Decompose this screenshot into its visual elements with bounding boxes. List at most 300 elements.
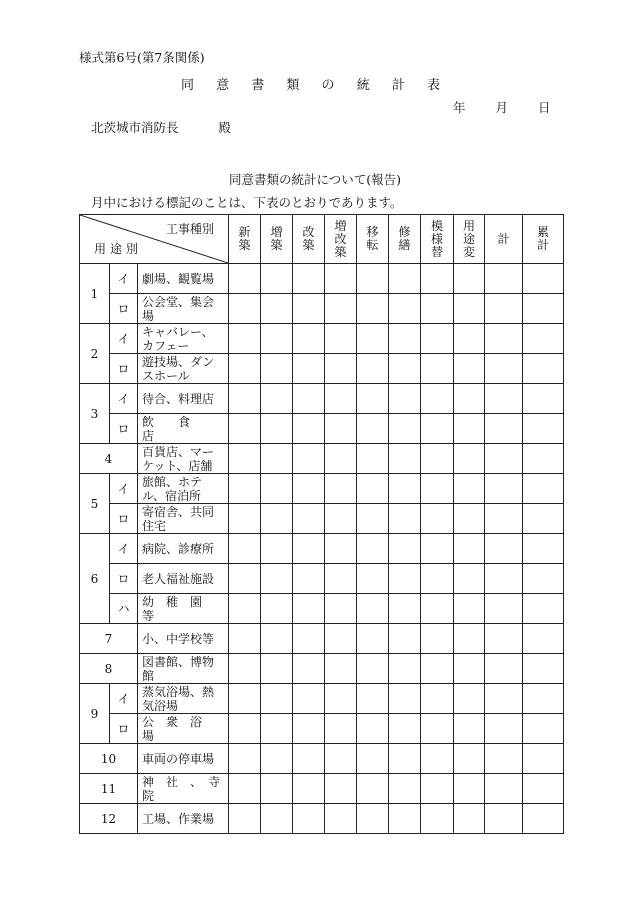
- data-cell[interactable]: [421, 324, 454, 354]
- data-cell[interactable]: [454, 804, 485, 834]
- data-cell[interactable]: [523, 384, 564, 414]
- data-cell[interactable]: [421, 534, 454, 564]
- data-cell[interactable]: [421, 714, 454, 744]
- data-cell[interactable]: [229, 624, 261, 654]
- data-cell[interactable]: [389, 684, 421, 714]
- usage-text: 寄宿舎、共同住宅: [142, 504, 215, 533]
- data-cell[interactable]: [261, 774, 293, 804]
- column-header-label: 増改築: [334, 218, 347, 259]
- data-cell[interactable]: [523, 264, 564, 294]
- data-cell[interactable]: [454, 714, 485, 744]
- table-row: [80, 264, 564, 294]
- data-cell[interactable]: [293, 714, 325, 744]
- data-cell[interactable]: [454, 744, 485, 774]
- usage-label: [138, 774, 233, 804]
- group-number: 4: [80, 444, 138, 474]
- data-cell[interactable]: [325, 594, 357, 624]
- data-cell[interactable]: [293, 264, 325, 294]
- data-cell[interactable]: [523, 624, 564, 654]
- data-cell[interactable]: [357, 324, 389, 354]
- group-number: 1: [80, 264, 110, 324]
- data-cell[interactable]: [454, 654, 485, 684]
- data-cell[interactable]: [325, 414, 357, 444]
- data-cell[interactable]: [523, 654, 564, 684]
- usage-text: 劇場、観覧場: [142, 271, 215, 286]
- data-cell[interactable]: [454, 474, 485, 504]
- usage-label: [138, 264, 229, 294]
- usage-label: [138, 714, 229, 744]
- group-number: 8: [80, 654, 138, 684]
- data-cell[interactable]: [421, 624, 454, 654]
- data-cell[interactable]: [357, 714, 389, 744]
- group-number: 6: [80, 534, 110, 624]
- sub-category: イ: [110, 384, 138, 414]
- group-number: 3: [80, 384, 110, 444]
- form-number: 様式第6号(第7条関係): [79, 50, 205, 65]
- data-cell[interactable]: [357, 354, 389, 384]
- data-cell[interactable]: [261, 594, 293, 624]
- data-cell[interactable]: [485, 594, 523, 624]
- data-cell[interactable]: [485, 624, 523, 654]
- data-cell[interactable]: [293, 774, 325, 804]
- usage-label: [138, 744, 229, 774]
- data-cell[interactable]: [523, 714, 564, 744]
- data-cell[interactable]: [523, 354, 564, 384]
- data-cell[interactable]: [421, 774, 454, 804]
- data-cell[interactable]: [357, 414, 389, 444]
- usage-label: [138, 564, 229, 594]
- document-title: 同 意 書 類 の 統 計 表: [181, 78, 449, 93]
- data-cell[interactable]: [523, 504, 564, 534]
- usage-text: 百貨店、マーケット、店舗: [142, 444, 215, 473]
- data-cell[interactable]: [357, 384, 389, 414]
- corner-header: [80, 215, 229, 264]
- table-row: [80, 594, 564, 624]
- data-cell[interactable]: [357, 534, 389, 564]
- table-row: [80, 654, 564, 684]
- data-cell[interactable]: [454, 774, 485, 804]
- statistics-table: [79, 214, 564, 834]
- data-cell[interactable]: [421, 504, 454, 534]
- sub-category: ロ: [110, 504, 138, 534]
- data-cell[interactable]: [261, 654, 293, 684]
- usage-text: 遊技場、ダンスホール: [142, 354, 215, 383]
- data-cell[interactable]: [389, 324, 421, 354]
- column-header-5: [389, 215, 421, 264]
- usage-text: 病院、診療所: [142, 541, 215, 556]
- table-row: [80, 444, 564, 474]
- data-cell[interactable]: [485, 264, 523, 294]
- data-cell[interactable]: [261, 354, 293, 384]
- sub-category: ロ: [110, 564, 138, 594]
- data-cell[interactable]: [261, 444, 293, 474]
- data-cell[interactable]: [325, 684, 357, 714]
- data-cell[interactable]: [454, 534, 485, 564]
- column-header-label: 模様替: [431, 218, 444, 259]
- data-cell[interactable]: [325, 504, 357, 534]
- data-cell[interactable]: [229, 654, 261, 684]
- usage-label: [138, 354, 229, 384]
- data-cell[interactable]: [357, 744, 389, 774]
- data-cell[interactable]: [261, 744, 293, 774]
- usage-text: 公会堂、集会場: [142, 294, 215, 323]
- data-cell[interactable]: [325, 384, 357, 414]
- data-cell[interactable]: [485, 504, 523, 534]
- data-cell[interactable]: [523, 474, 564, 504]
- table-row: [80, 384, 564, 414]
- data-cell[interactable]: [357, 654, 389, 684]
- column-header-label: 改築: [302, 225, 315, 252]
- table-row: [80, 774, 564, 804]
- data-cell[interactable]: [389, 714, 421, 744]
- data-cell[interactable]: [357, 474, 389, 504]
- table-row: [80, 294, 564, 324]
- data-cell[interactable]: [261, 324, 293, 354]
- data-cell[interactable]: [261, 264, 293, 294]
- column-header-9: [523, 215, 564, 264]
- data-cell[interactable]: [389, 294, 421, 324]
- column-header-8: [485, 215, 523, 264]
- data-cell[interactable]: [293, 624, 325, 654]
- group-number: 11: [80, 774, 138, 804]
- usage-label: [138, 474, 229, 504]
- data-cell[interactable]: [421, 294, 454, 324]
- data-cell[interactable]: [421, 804, 454, 834]
- data-cell[interactable]: [454, 294, 485, 324]
- column-header-1: [261, 215, 293, 264]
- data-cell[interactable]: [485, 444, 523, 474]
- recipient-line: [91, 118, 231, 136]
- table-row: [80, 684, 564, 714]
- data-cell[interactable]: [421, 564, 454, 594]
- data-cell[interactable]: [454, 384, 485, 414]
- data-cell[interactable]: [485, 324, 523, 354]
- data-cell[interactable]: [229, 294, 261, 324]
- data-cell[interactable]: [454, 414, 485, 444]
- data-cell[interactable]: [325, 564, 357, 594]
- table-row: [80, 744, 564, 774]
- data-cell[interactable]: [293, 294, 325, 324]
- data-cell[interactable]: [293, 684, 325, 714]
- data-cell[interactable]: [229, 414, 261, 444]
- table-row: [80, 534, 564, 564]
- data-cell[interactable]: [357, 624, 389, 654]
- data-cell[interactable]: [261, 384, 293, 414]
- usage-label: [138, 804, 229, 834]
- sub-category: ロ: [110, 714, 138, 744]
- data-cell[interactable]: [454, 684, 485, 714]
- usage-text: 工場、作業場: [142, 811, 215, 826]
- usage-text: 神 社 、 寺 院: [142, 774, 233, 803]
- usage-text: 車両の停車場: [142, 751, 215, 766]
- report-title: 同意書類の統計について(報告): [228, 172, 401, 187]
- data-cell[interactable]: [293, 504, 325, 534]
- data-cell[interactable]: [389, 804, 421, 834]
- data-cell[interactable]: [261, 534, 293, 564]
- column-header-2: [293, 215, 325, 264]
- data-cell[interactable]: [229, 354, 261, 384]
- data-cell[interactable]: [229, 504, 261, 534]
- data-cell[interactable]: [357, 444, 389, 474]
- data-cell[interactable]: [293, 654, 325, 684]
- data-cell[interactable]: [325, 804, 357, 834]
- data-cell[interactable]: [485, 384, 523, 414]
- honorific: 殿: [218, 120, 232, 135]
- data-cell[interactable]: [523, 774, 564, 804]
- column-header-label: 累計: [537, 225, 550, 252]
- usage-text: 小、中学校等: [142, 631, 215, 646]
- usage-text: 公 衆 浴 場: [142, 714, 215, 743]
- data-cell[interactable]: [421, 264, 454, 294]
- data-cell[interactable]: [523, 564, 564, 594]
- table-row: [80, 354, 564, 384]
- usage-text: 幼 稚 園 等: [142, 594, 215, 623]
- sub-category: イ: [110, 264, 138, 294]
- data-cell[interactable]: [229, 684, 261, 714]
- data-cell[interactable]: [454, 504, 485, 534]
- data-cell[interactable]: [261, 564, 293, 594]
- data-cell[interactable]: [523, 804, 564, 834]
- usage-label: [138, 324, 229, 354]
- data-cell[interactable]: [389, 654, 421, 684]
- sub-category: ハ: [110, 594, 138, 624]
- data-cell[interactable]: [325, 444, 357, 474]
- data-cell[interactable]: [523, 594, 564, 624]
- data-cell[interactable]: [389, 504, 421, 534]
- data-cell[interactable]: [229, 474, 261, 504]
- data-cell[interactable]: [454, 594, 485, 624]
- data-cell[interactable]: [261, 414, 293, 444]
- data-cell[interactable]: [421, 594, 454, 624]
- sub-category: イ: [110, 474, 138, 504]
- sub-category: ロ: [110, 354, 138, 384]
- data-cell[interactable]: [357, 774, 389, 804]
- table-row: [80, 474, 564, 504]
- data-cell[interactable]: [421, 354, 454, 384]
- work-type-label: 工事種別: [165, 222, 214, 236]
- data-cell[interactable]: [454, 444, 485, 474]
- data-cell[interactable]: [454, 354, 485, 384]
- data-cell[interactable]: [325, 354, 357, 384]
- data-cell[interactable]: [325, 324, 357, 354]
- data-cell[interactable]: [325, 654, 357, 684]
- data-cell[interactable]: [523, 744, 564, 774]
- data-cell[interactable]: [229, 264, 261, 294]
- usage-text: 待合、料理店: [142, 391, 215, 406]
- usage-label: [138, 594, 229, 624]
- date-day: 日: [538, 100, 551, 115]
- data-cell[interactable]: [325, 534, 357, 564]
- data-cell[interactable]: [293, 324, 325, 354]
- data-cell[interactable]: [261, 504, 293, 534]
- group-number: 7: [80, 624, 138, 654]
- sub-category: ロ: [110, 414, 138, 444]
- data-cell[interactable]: [523, 684, 564, 714]
- data-cell[interactable]: [229, 774, 261, 804]
- table-row: [80, 414, 564, 444]
- group-number: 10: [80, 744, 138, 774]
- sub-category: イ: [110, 534, 138, 564]
- data-cell[interactable]: [485, 654, 523, 684]
- data-cell[interactable]: [485, 774, 523, 804]
- data-cell[interactable]: [389, 564, 421, 594]
- data-cell[interactable]: [389, 264, 421, 294]
- usage-label: [138, 384, 229, 414]
- usage-label: [138, 684, 229, 714]
- data-cell[interactable]: [389, 444, 421, 474]
- column-header-label: 増築: [270, 225, 283, 252]
- data-cell[interactable]: [261, 714, 293, 744]
- data-cell[interactable]: [389, 744, 421, 774]
- data-cell[interactable]: [293, 354, 325, 384]
- data-cell[interactable]: [229, 564, 261, 594]
- data-cell[interactable]: [293, 444, 325, 474]
- data-cell[interactable]: [293, 594, 325, 624]
- data-cell[interactable]: [485, 534, 523, 564]
- data-cell[interactable]: [325, 474, 357, 504]
- data-cell[interactable]: [325, 744, 357, 774]
- usage-label: [138, 414, 229, 444]
- data-cell[interactable]: [389, 624, 421, 654]
- usage-label: [138, 654, 229, 684]
- data-cell[interactable]: [389, 474, 421, 504]
- data-cell[interactable]: [229, 804, 261, 834]
- data-cell[interactable]: [454, 324, 485, 354]
- data-cell[interactable]: [454, 564, 485, 594]
- data-cell[interactable]: [421, 384, 454, 414]
- data-cell[interactable]: [485, 564, 523, 594]
- data-cell[interactable]: [485, 474, 523, 504]
- data-cell[interactable]: [421, 744, 454, 774]
- data-cell[interactable]: [523, 444, 564, 474]
- data-cell[interactable]: [389, 354, 421, 384]
- data-cell[interactable]: [293, 414, 325, 444]
- data-cell[interactable]: [485, 714, 523, 744]
- data-cell[interactable]: [229, 744, 261, 774]
- usage-text: 蒸気浴場、熱気浴場: [142, 684, 215, 713]
- date-line: [453, 98, 551, 116]
- data-cell[interactable]: [261, 474, 293, 504]
- data-cell[interactable]: [357, 504, 389, 534]
- data-cell[interactable]: [357, 294, 389, 324]
- usage-label: [138, 624, 229, 654]
- data-cell[interactable]: [357, 804, 389, 834]
- usage-label: [138, 534, 229, 564]
- group-number: 5: [80, 474, 110, 534]
- data-cell[interactable]: [485, 354, 523, 384]
- data-cell[interactable]: [325, 714, 357, 744]
- data-cell[interactable]: [485, 414, 523, 444]
- data-cell[interactable]: [454, 624, 485, 654]
- data-cell[interactable]: [523, 294, 564, 324]
- data-cell[interactable]: [389, 534, 421, 564]
- data-cell[interactable]: [293, 384, 325, 414]
- data-cell[interactable]: [261, 684, 293, 714]
- data-cell[interactable]: [261, 804, 293, 834]
- data-cell[interactable]: [523, 414, 564, 444]
- data-cell[interactable]: [523, 534, 564, 564]
- intro-text: 月中における標記のことは、下表のとおりであります。: [91, 195, 403, 210]
- data-cell[interactable]: [357, 684, 389, 714]
- column-header-label: 修繕: [398, 225, 411, 252]
- data-cell[interactable]: [523, 324, 564, 354]
- data-cell[interactable]: [229, 324, 261, 354]
- data-cell[interactable]: [293, 744, 325, 774]
- sub-category: ロ: [110, 294, 138, 324]
- column-header-label: 計: [497, 232, 510, 246]
- data-cell[interactable]: [261, 294, 293, 324]
- usage-text: キャバレー、カフェー: [142, 324, 214, 353]
- data-cell[interactable]: [421, 414, 454, 444]
- data-cell[interactable]: [325, 294, 357, 324]
- group-number: 2: [80, 324, 110, 384]
- column-header-0: [229, 215, 261, 264]
- data-cell[interactable]: [485, 294, 523, 324]
- data-cell[interactable]: [421, 654, 454, 684]
- table-row: [80, 714, 564, 744]
- data-cell[interactable]: [389, 384, 421, 414]
- data-cell[interactable]: [229, 444, 261, 474]
- data-cell[interactable]: [325, 264, 357, 294]
- usage-label: [138, 444, 229, 474]
- data-cell[interactable]: [389, 414, 421, 444]
- date-year: 年: [453, 100, 466, 115]
- data-cell[interactable]: [485, 804, 523, 834]
- header-row: [80, 215, 564, 264]
- data-cell[interactable]: [357, 564, 389, 594]
- data-cell[interactable]: [454, 264, 485, 294]
- sub-category: イ: [110, 684, 138, 714]
- data-cell[interactable]: [325, 624, 357, 654]
- data-cell[interactable]: [261, 624, 293, 654]
- data-cell[interactable]: [325, 774, 357, 804]
- data-cell[interactable]: [421, 474, 454, 504]
- sub-category: イ: [110, 324, 138, 354]
- column-header-label: 移転: [366, 225, 379, 252]
- usage-label: 用途別: [94, 242, 143, 256]
- recipient-name: 北茨城市消防長: [91, 120, 179, 135]
- data-cell[interactable]: [293, 564, 325, 594]
- data-cell[interactable]: [485, 744, 523, 774]
- column-header-label: 新築: [238, 225, 251, 252]
- column-header-3: [325, 215, 357, 264]
- data-cell[interactable]: [421, 444, 454, 474]
- table-row: [80, 504, 564, 534]
- data-cell[interactable]: [357, 594, 389, 624]
- data-cell[interactable]: [357, 264, 389, 294]
- usage-label: [138, 294, 229, 324]
- table-row: [80, 564, 564, 594]
- data-cell[interactable]: [293, 534, 325, 564]
- data-cell[interactable]: [229, 384, 261, 414]
- data-cell[interactable]: [293, 804, 325, 834]
- data-cell[interactable]: [229, 594, 261, 624]
- usage-text: 図書館、博物館: [142, 654, 215, 683]
- data-cell[interactable]: [229, 714, 261, 744]
- column-header-7: [454, 215, 485, 264]
- column-header-label: 用途変: [463, 218, 476, 259]
- usage-text: 老人福祉施設: [142, 571, 215, 586]
- data-cell[interactable]: [421, 684, 454, 714]
- table-row: [80, 804, 564, 834]
- data-cell[interactable]: [389, 594, 421, 624]
- data-cell[interactable]: [229, 534, 261, 564]
- table-row: [80, 324, 564, 354]
- data-cell[interactable]: [293, 474, 325, 504]
- data-cell[interactable]: [485, 684, 523, 714]
- date-month: 月: [495, 100, 509, 115]
- data-cell[interactable]: [389, 774, 421, 804]
